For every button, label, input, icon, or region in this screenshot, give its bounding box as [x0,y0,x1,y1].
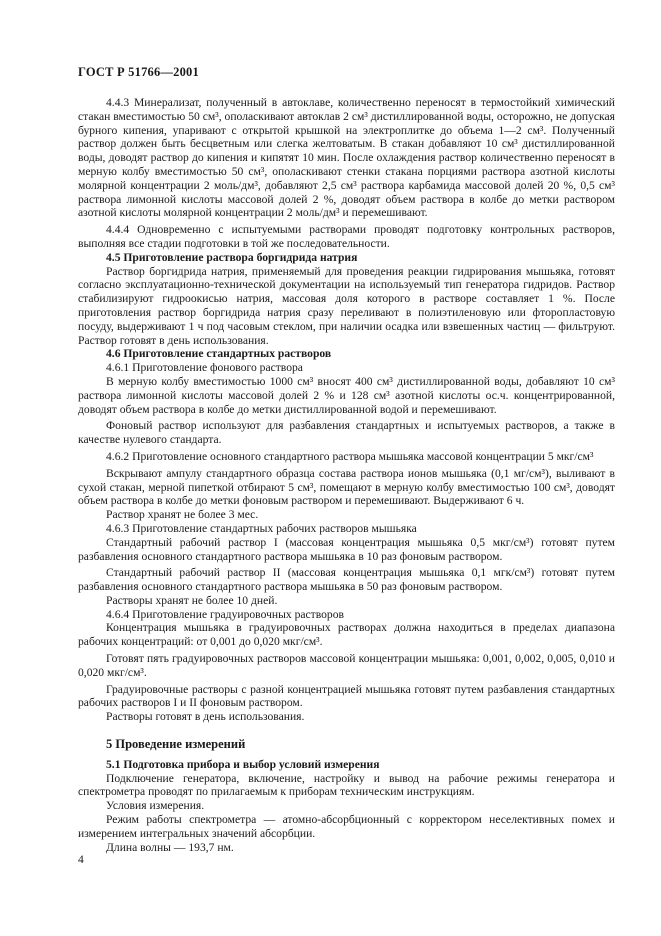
paragraph-4-5-a: Раствор боргидрида натрия, применяемый для проведения реакции гидрирования мышьяка, готовят согласно эксплуатационно-технической документации на используемый тип генератора гидридов. Раствор стабилизируют гидроокисью натрия, массовая доля которого в растворе составляет 1 %. После приготовления раствор боргидрида натрия сразу переливают в полиэтиленовую или фторопластовую посуду, выдерживают 1 ч под часовым стеклом, при наличии осадка или взвешенных частиц — фильтруют. Раствор готовят в день использования. [78,264,615,347]
page-number: 4 [78,853,84,866]
paragraph-4-6-2: 4.6.2 Приготовление основного стандартного раствора мышьяка массовой концентрации 5 мкг/см³ [106,449,594,463]
paragraph-4-4-3: 4.4.3 Минерализат, полученный в автоклаве, количественно переносят в термостойкий химический стакан вместимостью 50 см³, ополаскивают автоклав 2 см³ дистиллированной воды, осторожно, не допуская бурного кипения, упаривают с открытой крышкой на электроплитке до объема 1—2 см³. Полученный раствор должен быть бесцветным или слегка желтоватым. В стакан добавляют 10 см³ дистиллированной воды, доводят раствор до кипения и кипятят 10 мин. После охлаждения раствор количественно переносят в мерную колбу вместимостью 50 см³, ополаскивают стенки стакана порциями раствора азотной кислоты молярной концентрации 2 моль/дм³, добавляют 2,5 см³ раствора карбамида массовой долей 20 %, 0,5 см³ раствора лимонной кислоты массовой долей 2 %, доводят объем раствора в колбе до метки раствором азотной кислоты молярной концентрации 2 моль/дм³ и перемешивают. [78,96,615,220]
paragraph-4-6-3: 4.6.3 Приготовление стандартных рабочих растворов мышьяка [106,521,417,535]
paragraph-4-6-4-c: Градуировочные растворы с разной концентрацией мышьяка готовят путем разбавления стандартных рабочих растворов I и II фоновым раствором. [78,682,615,710]
paragraph-4-6-4-a: Концентрация мышьяка в градуировочных растворах должна находиться в пределах диапазона рабочих концентраций: от 0,001 до 0,020 мкг/см³. [78,621,615,649]
paragraph-5-1-d: Длина волны — 193,7 нм. [106,840,234,854]
paragraph-4-6-2-b: Раствор хранят не более 3 мес. [106,508,259,522]
heading-4-5: 4.5 Приготовление раствора боргидрида натрия [106,250,358,264]
paragraph-4-6-4-b: Готовят пять градуировочных растворов массовой концентрации мышьяка: 0,001, 0,002, 0,005, 0,010 и 0,020 мкг/см³. [78,652,615,679]
paragraph-4-6-3-b: Стандартный рабочий раствор II (массовая концентрация мышьяка 0,1 мгк/см³) готовят путем разбавления основного стандартного раствора мышьяка в 50 раз фоновым раствором. [78,566,615,594]
paragraph-4-6-1-a: В мерную колбу вместимостью 1000 см³ вносят 400 см³ дистиллированной воды, добавляют 10 см³ раствора лимонной кислоты массовой долей 2 % и 128 см³ азотной кислоты ос.ч. концентрированной, доводят объем раствора в колбе до метки дистиллированной водой и перемешивают. [78,374,615,416]
paragraph-5-1-c: Режим работы спектрометра — атомно-абсорбционный с корректором неселективных помех и измерением интегральных значений абсорбции. [78,813,615,840]
paragraph-4-6-1: 4.6.1 Приготовление фонового раствора [106,361,303,375]
heading-4-6: 4.6 Приготовление стандартных растворов [106,347,332,361]
heading-section-5: 5 Проведение измерений [106,737,246,752]
paragraph-5-1-b: Условия измерения. [106,799,205,813]
paragraph-4-6-3-a: Стандартный рабочий раствор I (массовая концентрация мышьяка 0,5 мкг/см³) готовят путем разбавления основного стандартного раствора мышьяка в 10 раз фоновым раствором. [78,535,615,563]
paragraph-4-6-2-a: Вскрывают ампулу стандартного образца состава раствора ионов мышьяка (0,1 мг/см³), выливают в сухой стакан, мерной пипеткой отбирают 5 см³, помещают в мерную колбу вместимостью 100 см³, доводят объем раствора в колбе до метки фоновым раствором и перемешивают. Выдерживают 6 ч. [78,466,615,508]
document-header: ГОСТ Р 51766—2001 [78,65,199,79]
paragraph-4-6-1-b: Фоновый раствор используют для разбавления стандартных и испытуемых растворов, а также в качестве нулевого стандарта. [78,419,615,447]
document-body [78,96,615,854]
paragraph-4-6-4-d: Растворы готовят в день использования. [106,710,305,724]
paragraph-4-6-4: 4.6.4 Приготовление градуировочных растворов [106,607,345,621]
paragraph-4-4-4: 4.4.4 Одновременно с испытуемыми растворами проводят подготовку контрольных растворов, выполняя все стадии подготовки в той же последовательности. [78,223,615,250]
heading-5-1: 5.1 Подготовка прибора и выбор условий измерения [106,757,380,771]
paragraph-5-1-a: Подключение генератора, включение, настройку и вывод на рабочие режимы генератора и спектрометра проводят по прилагаемым к приборам техническим инструкциям. [78,771,615,799]
paragraph-4-6-3-c: Растворы хранят не более 10 дней. [106,593,278,607]
